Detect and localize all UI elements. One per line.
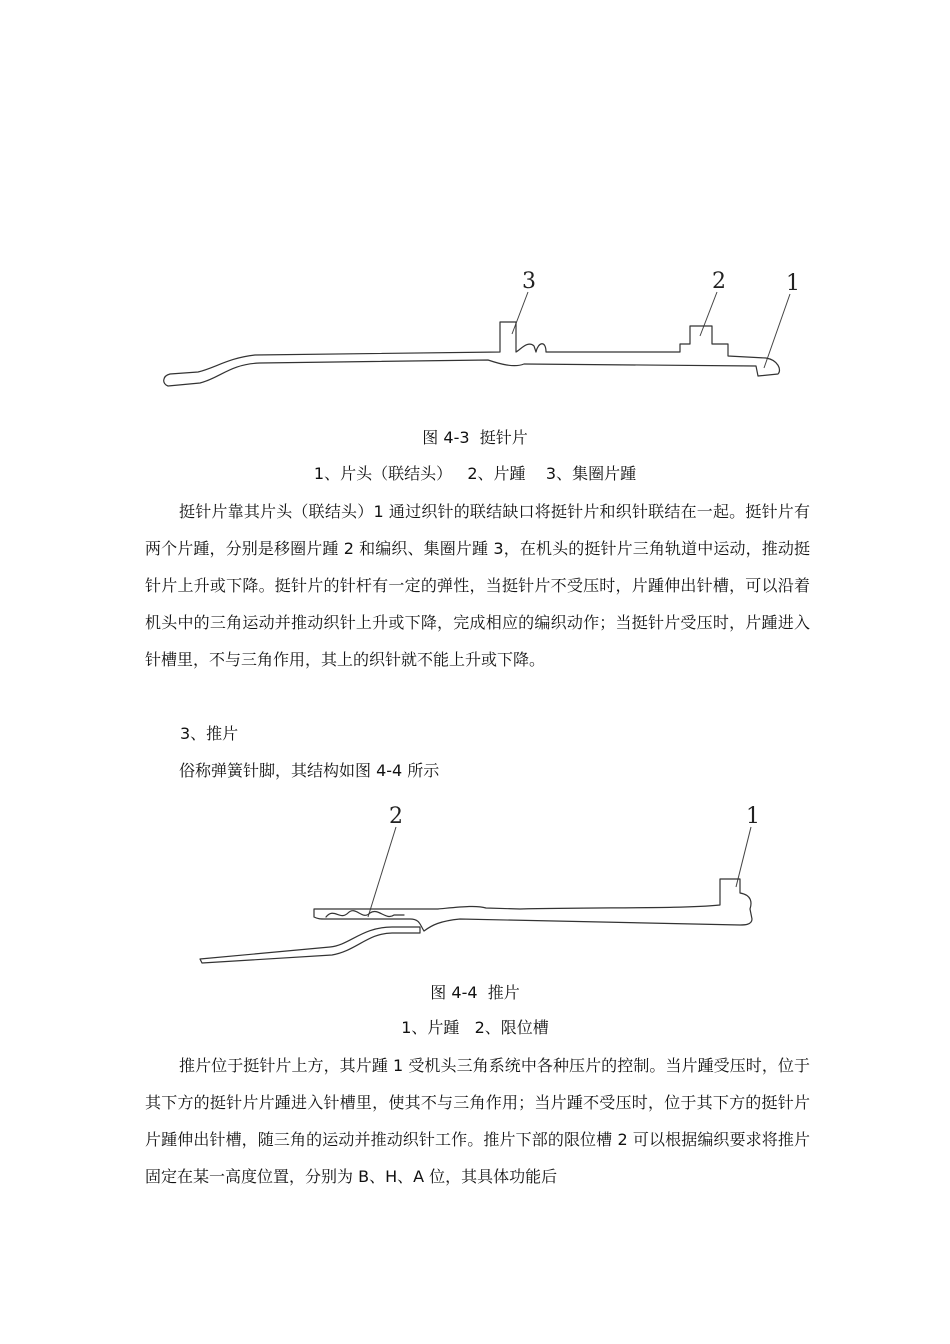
figure-4-3-drawing — [0, 260, 950, 400]
push-piece-outline — [314, 879, 752, 931]
figure-4-3-caption: 图 4-3 挺针片 — [422, 428, 528, 447]
limit-groove-wave — [326, 911, 404, 917]
figure-4-4-legend: 1、片踵 2、限位槽 — [401, 1018, 549, 1037]
figure-4-4-caption: 图 4-4 推片 — [430, 983, 520, 1002]
intro-line: 俗称弹簧针脚，其结构如图 4-4 所示 — [179, 761, 440, 780]
figure-4-4-label-1: 1 — [746, 804, 760, 829]
jack-outline — [164, 322, 780, 386]
paragraph-jack-description: 挺针片靠其片头（联结头）1 通过织针的联结缺口将挺针片和织针联结在一起。挺针片有两个片踵，分别是移圈片踵 2 和编织、集圈片踵 3，在机头的挺针片三角轨道中运动，推动挺针片上升或下降。挺针片的针杆有一定的弹性，当挺针片不受压时，片踵伸出针槽，可以沿着机头中的三角运动并推动织针上升或下降，完成相应的编织动作；当挺针片受压时，片踵进入针槽里，不与三角作用，其上的织针就不能上升或下降。 — [145, 502, 810, 669]
figure-4-3-label-2: 2 — [712, 269, 726, 294]
figure-4-4-drawing — [0, 795, 950, 970]
section-heading-push-piece: 3、推片 — [180, 724, 239, 743]
paragraph-push-piece-description: 推片位于挺针片上方，其片踵 1 受机头三角系统中各种压片的控制。当片踵受压时，位于其下方的挺针片片踵进入针槽里，使其不与三角作用；当片踵不受压时，位于其下方的挺针片片踵伸出针槽，随三角的运动并推动织针工作。推片下部的限位槽 2 可以根据编织要求将推片固定在某一高度位置，分别为 B、H、A 位，其具体功能后 — [145, 1056, 810, 1186]
figure-4-3-legend: 1、片头（联结头） 2、片踵 3、集圈片踵 — [313, 464, 637, 483]
push-piece-tail — [200, 927, 420, 963]
figure-4-4-label-2: 2 — [389, 804, 403, 829]
figure-4-3-label-3: 3 — [522, 269, 536, 294]
figure-4-3-label-1: 1 — [786, 271, 800, 296]
